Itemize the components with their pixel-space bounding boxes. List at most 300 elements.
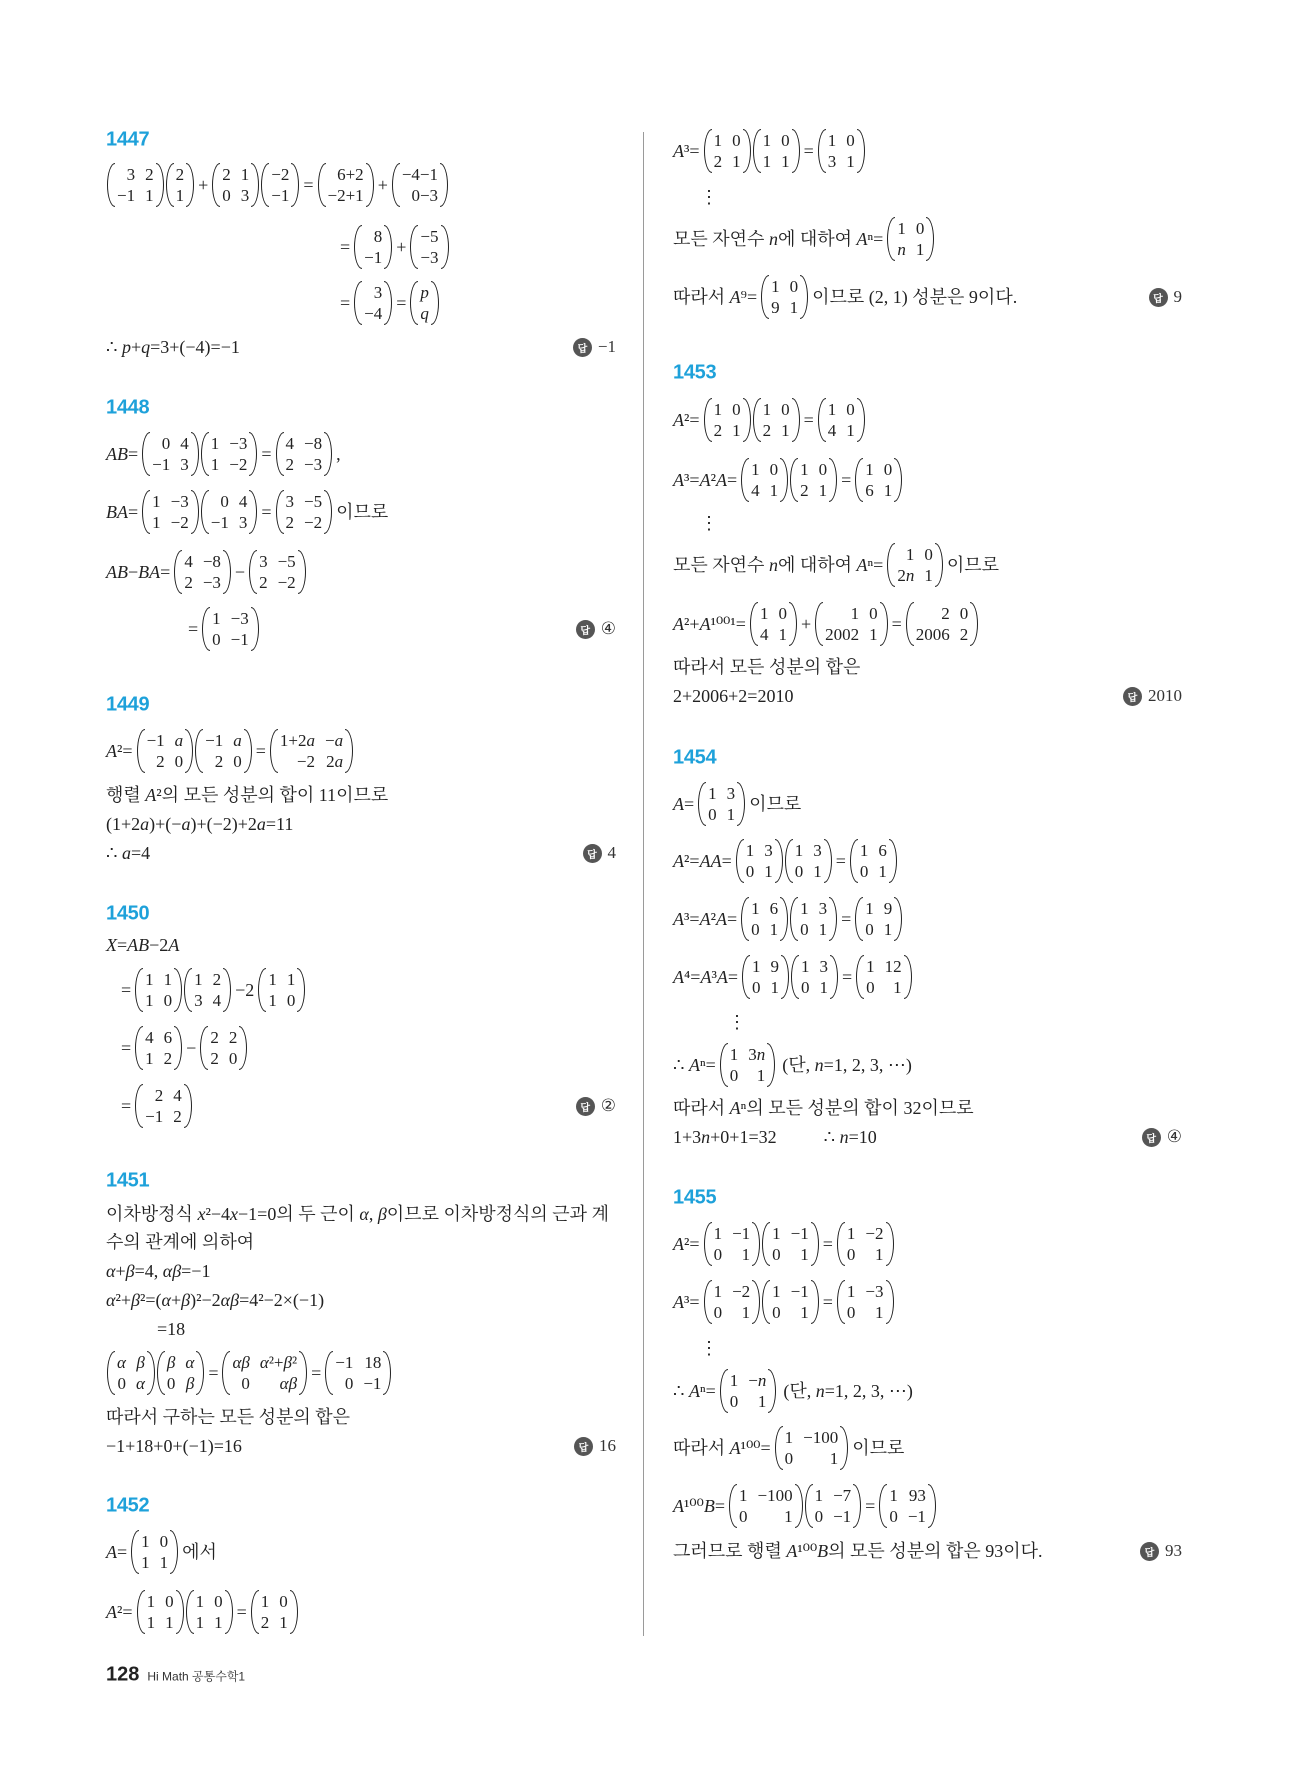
matrix-entry: 3 — [819, 957, 828, 976]
problem-number: 1449 — [106, 693, 150, 716]
solution-text: A³=A²A= — [673, 909, 738, 929]
matrix-entry: 1 — [751, 899, 760, 918]
math-variable: A — [710, 851, 722, 871]
matrix-entry: −1 — [907, 1507, 926, 1526]
math-variable: A — [673, 1234, 684, 1254]
matrix-entry: 1 — [713, 400, 723, 419]
solution-line — [340, 224, 450, 270]
solution-line — [121, 1083, 193, 1129]
answer-mark — [1142, 1127, 1182, 1147]
matrix-entry: 9 — [771, 298, 780, 317]
matrix — [354, 224, 392, 270]
matrix-entry: −1 — [146, 731, 165, 750]
solution-line — [673, 781, 804, 827]
matrix-entry: α²+β² — [259, 1353, 298, 1372]
matrix-entry: 2 — [222, 165, 231, 184]
matrix-entry — [280, 1373, 297, 1394]
solution-text: A= — [673, 794, 695, 814]
math-variable: a — [256, 814, 266, 834]
answer-badge: 답 — [1149, 288, 1168, 307]
matrix-entry: 0 — [865, 920, 874, 939]
matrix — [325, 1350, 391, 1396]
matrix-entry: 0 — [846, 1245, 856, 1264]
matrix-entry: −3 — [420, 248, 439, 267]
matrix-entry: 0 — [117, 1374, 126, 1393]
math-variable: α — [232, 1353, 242, 1372]
matrix-entry: 0 — [174, 752, 184, 771]
matrix-entry: 6 — [163, 1028, 173, 1047]
matrix-entry — [185, 1352, 194, 1373]
matrix-entry: 0 — [214, 1592, 223, 1611]
matrix-entry: 0 — [784, 1449, 794, 1468]
solution-text: + — [396, 237, 407, 257]
matrix — [855, 896, 902, 942]
math-variable: x — [197, 1204, 206, 1224]
matrix-entry: −1 — [335, 1353, 354, 1372]
matrix-entry: 1 — [152, 513, 161, 532]
matrix-entry: 1 — [732, 421, 741, 440]
answer-badge: 답 — [576, 620, 595, 639]
matrix-entry: 18 — [364, 1353, 382, 1372]
math-variable: B — [703, 1496, 715, 1516]
matrix-entry: 1 — [875, 1303, 884, 1322]
math-variable: q — [141, 337, 151, 357]
matrix-entry: 1 — [146, 1592, 156, 1611]
solution-text: A²= — [106, 1602, 133, 1622]
matrix-entry: 0 — [279, 1592, 288, 1611]
matrix-entry — [420, 282, 429, 303]
problem-number: 1448 — [106, 396, 150, 419]
matrix — [202, 606, 259, 652]
math-variable: α — [279, 1374, 289, 1393]
matrix-entry: −1 — [117, 186, 136, 205]
matrix-entry: 1 — [897, 219, 906, 238]
matrix-entry: 4 — [184, 552, 193, 571]
matrix-entry: 0 — [915, 219, 925, 238]
math-variable: β — [185, 1374, 195, 1393]
matrix-entry: −4−1 — [401, 165, 439, 184]
matrix — [785, 838, 832, 884]
matrix-entry: 1 — [741, 1303, 751, 1322]
matrix-entry: −1 — [152, 455, 171, 474]
answer-badge: 답 — [1142, 1128, 1161, 1147]
matrix — [741, 457, 788, 503]
answer-mark — [583, 843, 617, 863]
matrix-entry: 0 — [212, 630, 221, 649]
solution-text: ∴ a=4 — [106, 843, 151, 863]
matrix-entry: 3 — [126, 165, 136, 184]
matrix-entry: 8 — [373, 227, 383, 246]
answer-badge: 답 — [576, 1097, 595, 1116]
math-variable: A — [106, 1602, 117, 1622]
matrix — [762, 1279, 819, 1325]
matrix-entry: 0 — [869, 604, 878, 623]
answer-mark — [576, 1096, 616, 1116]
math-variable: n — [756, 1045, 766, 1064]
matrix-entry: 2 — [156, 752, 165, 771]
matrix-entry: −3 — [865, 1282, 884, 1301]
solution-text: 따라서 A⁹= — [673, 287, 758, 307]
matrix-entry: 2 — [762, 421, 772, 440]
solution-text: = — [311, 1363, 322, 1383]
matrix-entry: 1 — [818, 481, 828, 500]
matrix-entry: 1 — [163, 970, 173, 989]
matrix — [736, 838, 783, 884]
solution-line — [728, 1010, 749, 1034]
matrix-entry: 1 — [794, 841, 804, 860]
math-variable: A — [127, 935, 139, 955]
matrix-entry: 1 — [827, 400, 837, 419]
matrix-entry: 0 — [732, 400, 741, 419]
solution-text: 1+3n+0+1=32 — [673, 1127, 777, 1147]
math-variable: A — [699, 470, 711, 490]
matrix-entry: 0 — [859, 862, 869, 881]
solution-line — [673, 655, 863, 679]
math-variable: α — [135, 1374, 145, 1393]
matrix-entry: 1 — [893, 978, 902, 997]
solution-text: 모든 자연수 n에 대하여 Aⁿ= — [673, 555, 884, 575]
matrix-entry: 3 — [764, 841, 773, 860]
math-variable: β — [125, 1261, 135, 1281]
matrix-entry: 4 — [212, 991, 222, 1010]
matrix-entry: 2 — [941, 604, 950, 623]
answer-mark — [576, 619, 616, 639]
matrix-entry: 0 — [778, 604, 787, 623]
matrix — [790, 896, 837, 942]
solution-line — [673, 684, 796, 708]
solution-text: A³= — [673, 141, 700, 161]
math-variable: A — [149, 562, 161, 582]
solution-line — [673, 1279, 895, 1325]
solution-line — [106, 933, 182, 957]
answer-value: ④ — [1166, 1127, 1182, 1146]
matrix-entry: 1 — [875, 1245, 884, 1264]
solution-text: (단, n=1, 2, 3, ⋯) — [783, 1381, 913, 1401]
matrix-entry: −1 — [145, 1107, 164, 1126]
answer-value: ② — [600, 1096, 616, 1115]
matrix — [887, 542, 943, 588]
solution-text: 수의 관계에 의하여 — [106, 1232, 255, 1252]
solution-text: 이므로 — [749, 794, 802, 814]
matrix-entry: 0 — [228, 1049, 238, 1068]
answer-badge: 답 — [573, 338, 592, 357]
matrix-entry: −1 — [790, 1282, 809, 1301]
solution-line — [106, 1202, 612, 1226]
matrix — [762, 1221, 819, 1267]
matrix-entry: 4 — [285, 434, 294, 453]
solution-text: (단, n=1, 2, 3, ⋯) — [782, 1055, 912, 1075]
math-variable: B — [106, 502, 117, 522]
math-variable: α — [106, 1290, 116, 1310]
matrix-entry: 0 — [732, 131, 741, 150]
matrix — [720, 1042, 776, 1088]
matrix-entry: 1 — [713, 1224, 723, 1243]
matrix-entry: 0 — [220, 492, 229, 511]
matrix-entry: 1 — [846, 421, 855, 440]
solution-text: 이므로 — [336, 502, 389, 522]
math-variable: A — [145, 785, 157, 805]
solution-text: 행렬 A²의 모든 성분의 합이 11이므로 — [106, 785, 389, 805]
matrix — [222, 1350, 307, 1396]
math-variable: a — [140, 814, 150, 834]
matrix-entry: 0−3 — [411, 186, 439, 205]
math-variable: A — [673, 141, 684, 161]
matrix-entry: 2 — [214, 752, 224, 771]
matrix-entry: −8 — [304, 434, 323, 453]
matrix-entry: 1 — [210, 434, 220, 453]
math-variable: A — [699, 909, 711, 929]
matrix — [698, 781, 745, 827]
matrix — [258, 967, 305, 1013]
matrix — [249, 549, 306, 595]
solution-text: 모든 자연수 n에 대하여 Aⁿ= — [673, 229, 884, 249]
math-variable: A — [716, 967, 728, 987]
matrix-entry: 1 — [772, 1224, 781, 1243]
solution-line — [188, 606, 260, 652]
matrix-entry: 1 — [708, 784, 717, 803]
matrix — [166, 162, 195, 208]
matrix-entry: 3 — [373, 283, 383, 302]
matrix-entry: −1 — [271, 186, 290, 205]
page-footer — [106, 1664, 245, 1687]
matrix — [855, 457, 902, 503]
matrix-entry: 1 — [165, 1613, 174, 1632]
problem-number: 1451 — [106, 1169, 150, 1192]
matrix-entry: 1 — [905, 545, 915, 564]
matrix-entry: 1 — [145, 186, 154, 205]
matrix-entry: 0 — [846, 131, 855, 150]
matrix-entry: 0 — [163, 991, 173, 1010]
math-variable: A — [715, 909, 727, 929]
math-variable: α — [106, 1261, 116, 1281]
matrix — [270, 728, 353, 774]
matrix-entry: 1 — [210, 455, 220, 474]
matrix-entry: 1 — [729, 1371, 739, 1390]
solution-line — [106, 335, 243, 359]
solution-line — [106, 812, 296, 836]
solution-line — [340, 280, 440, 326]
matrix-entry: 2 — [285, 513, 294, 532]
matrix-entry: 1 — [784, 1428, 794, 1447]
matrix-entry: −5 — [304, 492, 323, 511]
matrix — [790, 457, 837, 503]
matrix — [906, 601, 979, 647]
math-variable: A — [673, 967, 684, 987]
math-variable: a — [121, 843, 131, 863]
matrix-entry: 1 — [865, 460, 874, 479]
matrix — [184, 967, 231, 1013]
matrix-entry: 3 — [194, 991, 203, 1010]
solution-line — [673, 457, 903, 503]
math-variable: n — [905, 566, 915, 585]
matrix-entry: 0 — [752, 978, 761, 997]
solution-line — [106, 728, 354, 774]
math-variable: a — [233, 731, 242, 750]
matrix-entry: 0 — [713, 1245, 723, 1264]
math-variable: A — [729, 1098, 741, 1118]
matrix-entry: 2 — [713, 152, 723, 171]
matrix-entry: 2 — [228, 1028, 238, 1047]
matrix-entry: 1 — [781, 152, 790, 171]
matrix-entry: 0 — [772, 1303, 781, 1322]
math-variable: A — [168, 935, 180, 955]
solution-line — [106, 1230, 257, 1254]
math-variable: α — [220, 1290, 231, 1310]
matrix — [818, 128, 865, 174]
matrix-entry: 2 — [163, 1049, 173, 1068]
matrix — [135, 967, 182, 1013]
matrix-entry: 3 — [813, 841, 822, 860]
math-variable: β — [166, 1353, 176, 1372]
answer-badge: 답 — [583, 844, 602, 863]
matrix-entry: −2 — [170, 513, 189, 532]
matrix-entry: 4 — [173, 1086, 182, 1105]
matrix-entry: 0 — [745, 862, 755, 881]
math-variable: A — [700, 967, 712, 987]
solution-text: 이므로 — [852, 1438, 905, 1458]
matrix — [791, 954, 838, 1000]
answer-mark — [573, 337, 616, 357]
matrix — [818, 397, 865, 443]
problem-number: 1454 — [673, 746, 717, 769]
solution-text: ⋮ — [700, 1338, 718, 1358]
math-variable: β — [377, 1204, 387, 1224]
solution-text: = — [208, 1363, 219, 1383]
math-variable: A — [106, 741, 117, 761]
math-variable: a — [334, 731, 344, 750]
matrix — [741, 896, 788, 942]
matrix-entry: 6 — [878, 841, 887, 860]
solution-text: = — [121, 1038, 132, 1058]
matrix-entry: −1 — [210, 513, 229, 532]
matrix-entry: 0 — [769, 460, 779, 479]
matrix-entry: 1 — [194, 970, 203, 989]
matrix-entry: 1 — [801, 957, 810, 976]
matrix-entry: −a — [325, 731, 344, 750]
math-variable: n — [701, 1127, 711, 1147]
solution-text: ∴ Aⁿ= — [673, 1381, 716, 1401]
solution-text: = — [865, 1496, 876, 1516]
matrix-entry: 0 — [738, 1507, 748, 1526]
answer-mark — [1123, 686, 1182, 706]
math-variable: a — [181, 814, 191, 834]
matrix — [137, 728, 194, 774]
solution-text: A²= — [673, 410, 700, 430]
matrix-entry: 2 — [210, 1049, 219, 1068]
matrix-entry: 1 — [915, 240, 925, 259]
matrix-entry — [175, 730, 184, 751]
matrix-entry: 2 — [184, 573, 193, 592]
math-variable: β — [131, 1290, 140, 1310]
math-variable: B — [138, 935, 150, 955]
matrix-entry: 1 — [769, 481, 779, 500]
matrix-entry: 0 — [729, 1392, 739, 1411]
matrix-entry: 1 — [240, 165, 250, 184]
solution-text: α²+β²=(α+β)²−2αβ=4²−2×(−1) — [106, 1290, 325, 1310]
matrix — [212, 162, 259, 208]
problem-number: 1453 — [673, 361, 717, 384]
answer-badge: 답 — [1140, 1542, 1159, 1561]
matrix-entry: 1 — [726, 805, 736, 824]
matrix-entry: −100 — [803, 1428, 839, 1447]
matrix-entry: −5 — [277, 552, 296, 571]
math-variable: A — [786, 1541, 798, 1561]
matrix-entry: −8 — [202, 552, 221, 571]
matrix-entry: 0 — [751, 920, 760, 939]
matrix-entry: 1 — [152, 492, 161, 511]
matrix-entry: 0 — [165, 1592, 174, 1611]
matrix-entry: 0 — [794, 862, 804, 881]
solution-text: =18 — [157, 1319, 186, 1339]
solution-text: = — [803, 410, 814, 430]
answer-value: 4 — [607, 843, 616, 862]
solution-line — [673, 601, 979, 647]
solution-text: 2+2006+2=2010 — [673, 686, 794, 706]
math-variable: A — [715, 470, 727, 490]
solution-line — [673, 274, 1020, 320]
matrix-entry: −2 — [296, 752, 315, 771]
matrix-entry: −3 — [230, 609, 249, 628]
math-variable: n — [768, 229, 778, 249]
matrix-entry: −1 — [790, 1224, 809, 1243]
matrix-entry: −100 — [757, 1486, 793, 1505]
math-variable: B — [138, 562, 150, 582]
solution-line — [673, 1425, 907, 1471]
matrix-entry: 2a — [326, 752, 344, 771]
answer-value: 9 — [1173, 287, 1182, 306]
matrix-entry: 2002 — [825, 625, 860, 644]
matrix-entry: 1 — [141, 1532, 150, 1551]
matrix-entry: −1 — [833, 1507, 852, 1526]
matrix-entry: 2 — [145, 165, 154, 184]
math-variable: n — [815, 1381, 825, 1401]
solution-text: 따라서 구하는 모든 성분의 합은 — [106, 1407, 351, 1427]
solution-line — [673, 1539, 1046, 1563]
solution-line — [673, 216, 935, 262]
math-variable: a — [306, 731, 315, 750]
solution-line — [673, 542, 1002, 588]
matrix-entry: −4 — [364, 304, 383, 323]
math-variable: A — [856, 229, 868, 249]
matrix-entry: 1 — [865, 899, 874, 918]
matrix-entry: 1 — [752, 957, 761, 976]
math-variable: β — [181, 1290, 191, 1310]
matrix-entry: −2 — [277, 573, 296, 592]
matrix-entry: 1 — [883, 920, 893, 939]
matrix-entry: 0 — [959, 604, 969, 623]
matrix-entry — [232, 1352, 249, 1373]
matrix-entry — [233, 730, 242, 751]
matrix — [195, 728, 252, 774]
math-variable: A — [106, 1542, 117, 1562]
answer-mark — [1140, 1541, 1182, 1561]
solution-text: ∴ n=10 — [823, 1127, 877, 1147]
answer-value: 2010 — [1148, 686, 1182, 705]
matrix — [200, 1025, 247, 1071]
matrix — [850, 838, 897, 884]
math-variable: A — [688, 1381, 700, 1401]
matrix-entry: 0 — [772, 1245, 781, 1264]
matrix-entry: 1 — [813, 862, 822, 881]
matrix-entry: 0 — [889, 1507, 898, 1526]
matrix — [276, 431, 333, 477]
solution-text: 이므로 (2, 1) 성분은 9이다. — [812, 287, 1018, 307]
math-variable: β — [172, 1261, 182, 1281]
answer-value: 93 — [1165, 1541, 1182, 1560]
matrix — [742, 954, 789, 1000]
matrix-entry: −3 — [202, 573, 221, 592]
matrix-entry: 0 — [800, 920, 809, 939]
